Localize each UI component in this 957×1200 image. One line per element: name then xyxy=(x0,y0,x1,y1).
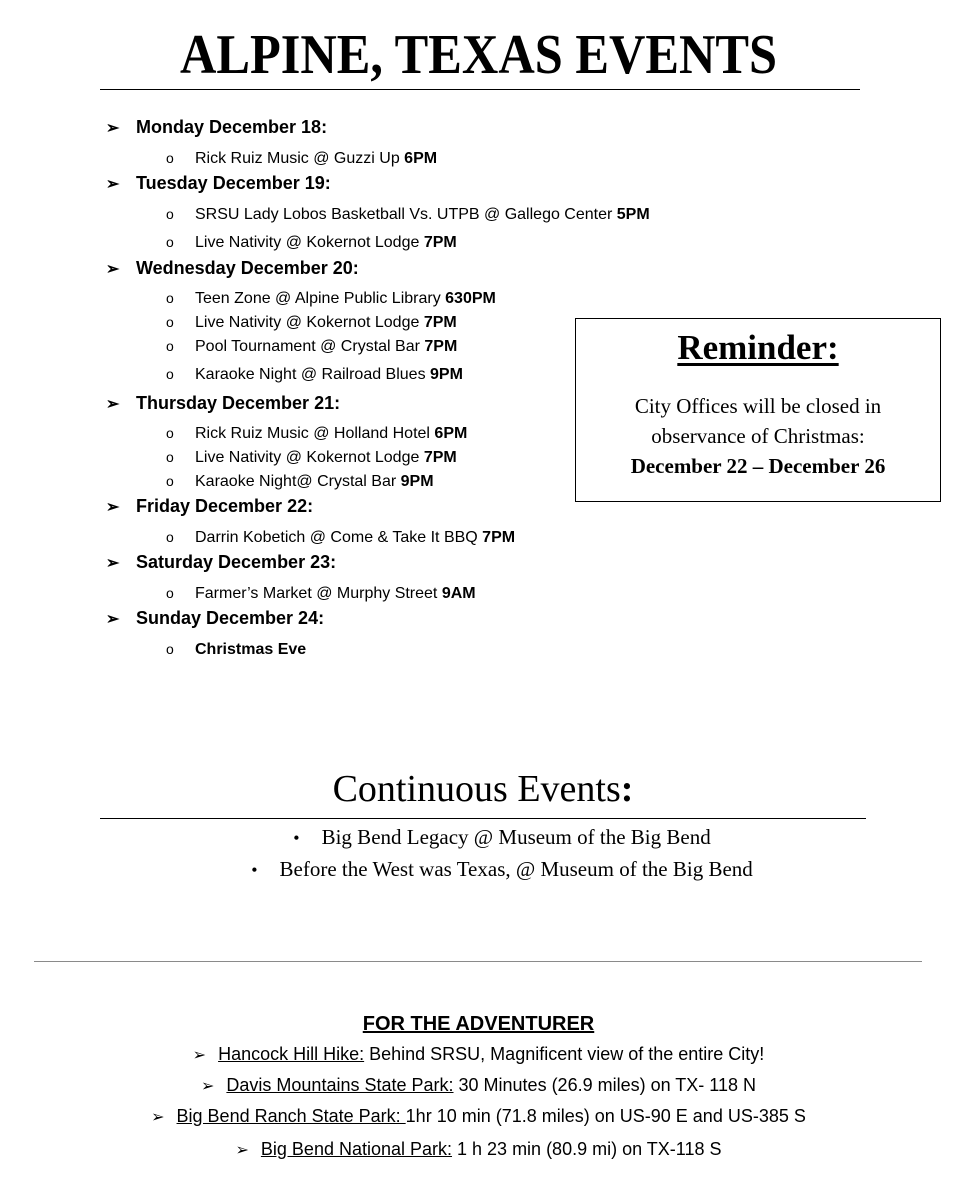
event-text: Live Nativity @ Kokernot Lodge xyxy=(195,449,424,466)
day-label: Wednesday December 20: xyxy=(136,258,359,278)
event-text: Live Nativity @ Kokernot Lodge xyxy=(195,314,424,331)
arrow-bullet-icon: ➢ xyxy=(106,120,120,137)
arrow-bullet-icon: ➢ xyxy=(106,611,120,628)
adventurer-heading: FOR THE ADVENTURER xyxy=(362,1013,595,1035)
event-item xyxy=(166,639,306,660)
event-time: 7PM xyxy=(423,234,457,251)
day-heading-saturday xyxy=(106,551,336,575)
arrow-bullet-icon: ➢ xyxy=(106,499,120,516)
adventure-detail: Behind SRSU, Magnificent view of the entire City! xyxy=(364,1044,765,1064)
event-time: 7PM xyxy=(482,529,516,546)
event-time: 9PM xyxy=(400,473,434,490)
day-heading-thursday xyxy=(106,392,340,416)
adventure-place: Big Bend National Park: xyxy=(260,1139,453,1159)
continuous-item: • Before the West was Texas, @ Museum of the Big Bend xyxy=(251,857,753,881)
adventure-detail: 1 h 23 min (80.9 mi) on TX-118 S xyxy=(452,1139,722,1159)
event-text: Pool Tournament @ Crystal Bar xyxy=(195,338,425,355)
adventure-item xyxy=(0,1104,957,1130)
reminder-dates: December 22 – December 26 xyxy=(630,454,886,478)
reminder-line: observance of Christmas: xyxy=(651,424,865,448)
event-text: SRSU Lady Lobos Basketball Vs. UTPB @ Gallego Center xyxy=(195,206,617,223)
circle-bullet-icon: o xyxy=(166,314,174,330)
day-label: Friday December 22: xyxy=(136,496,314,516)
event-item xyxy=(166,471,434,492)
circle-bullet-icon: o xyxy=(166,641,174,657)
circle-bullet-icon: o xyxy=(166,425,174,441)
day-label: Tuesday December 19: xyxy=(136,173,331,193)
event-time: 7PM xyxy=(423,449,457,466)
event-item xyxy=(166,583,476,604)
continuous-item: • Big Bend Legacy @ Museum of the Big Bend xyxy=(293,825,711,849)
title-divider xyxy=(100,89,860,90)
circle-bullet-icon: o xyxy=(166,150,174,166)
event-item xyxy=(166,232,457,253)
event-item xyxy=(166,447,457,468)
reminder-body xyxy=(576,391,940,481)
adventure-place: Hancock Hill Hike: xyxy=(218,1044,365,1064)
circle-bullet-icon: o xyxy=(166,338,174,354)
day-heading-friday xyxy=(106,495,313,519)
day-heading-sunday xyxy=(106,607,324,631)
circle-bullet-icon: o xyxy=(166,366,174,382)
day-label: Sunday December 24: xyxy=(136,608,325,628)
continuous-divider xyxy=(100,818,866,819)
circle-bullet-icon: o xyxy=(166,206,174,222)
circle-bullet-icon: o xyxy=(166,473,174,489)
circle-bullet-icon: o xyxy=(166,449,174,465)
section-divider xyxy=(34,961,922,962)
event-text: Rick Ruiz Music @ Guzzi Up xyxy=(195,150,405,167)
event-text: Karaoke Night @ Railroad Blues xyxy=(195,366,431,383)
adventure-item xyxy=(0,1073,957,1099)
arrow-bullet-icon: ➢ xyxy=(106,555,120,572)
dot-bullet-icon: • xyxy=(251,860,258,880)
day-label: Monday December 18: xyxy=(136,117,328,137)
event-time: 6PM xyxy=(434,425,468,442)
adventure-detail: 1hr 10 min (71.8 miles) on US-90 E and US-385 S xyxy=(405,1106,806,1126)
adventure-place: Davis Mountains State Park: xyxy=(226,1075,454,1095)
event-item xyxy=(166,312,457,333)
circle-bullet-icon: o xyxy=(166,585,174,601)
dot-bullet-icon: • xyxy=(293,828,300,848)
arrow-bullet-icon: ➢ xyxy=(151,1109,165,1126)
event-text: Farmer’s Market @ Murphy Street xyxy=(195,585,442,602)
event-text: Darrin Kobetich @ Come & Take It BBQ xyxy=(195,529,483,546)
event-time: 5PM xyxy=(616,206,650,223)
day-heading-monday xyxy=(106,116,327,140)
adventure-item xyxy=(0,1137,957,1163)
adventure-place: Big Bend Ranch State Park: xyxy=(176,1106,406,1126)
arrow-bullet-icon: ➢ xyxy=(192,1047,207,1064)
event-time: 9AM xyxy=(441,585,476,602)
event-time: 6PM xyxy=(404,150,438,167)
reminder-line: City Offices will be closed in xyxy=(634,394,882,418)
day-heading-tuesday xyxy=(106,172,331,196)
event-text: Rick Ruiz Music @ Holland Hotel xyxy=(195,425,435,442)
circle-bullet-icon: o xyxy=(166,290,174,306)
arrow-bullet-icon: ➢ xyxy=(235,1142,249,1159)
event-time: 7PM xyxy=(423,314,457,331)
day-heading-wednesday xyxy=(106,257,359,281)
reminder-title: Reminder: xyxy=(677,328,839,367)
event-time: 9PM xyxy=(430,366,463,383)
circle-bullet-icon: o xyxy=(166,234,174,250)
day-label: Saturday December 23: xyxy=(136,552,337,572)
event-time: 630PM xyxy=(445,290,496,307)
event-item xyxy=(166,148,437,169)
event-item xyxy=(166,204,650,225)
event-text: Christmas Eve xyxy=(195,641,307,658)
event-item xyxy=(166,336,457,357)
event-text: Teen Zone @ Alpine Public Library xyxy=(195,290,446,307)
arrow-bullet-icon: ➢ xyxy=(106,261,120,278)
reminder-box xyxy=(575,318,941,502)
arrow-bullet-icon: ➢ xyxy=(106,176,120,193)
continuous-events-heading: Continuous Events: xyxy=(332,768,634,810)
event-item xyxy=(166,288,496,309)
event-text: Live Nativity @ Kokernot Lodge xyxy=(195,234,424,251)
page-title: ALPINE, TEXAS EVENTS xyxy=(179,24,778,86)
circle-bullet-icon: o xyxy=(166,529,174,545)
event-item xyxy=(166,364,463,385)
arrow-bullet-icon: ➢ xyxy=(201,1078,215,1095)
adventure-detail: 30 Minutes (26.9 miles) on TX- 118 N xyxy=(453,1075,756,1095)
adventure-item xyxy=(0,1042,957,1068)
event-text: Karaoke Night@ Crystal Bar xyxy=(195,473,401,490)
event-time: 7PM xyxy=(424,338,458,355)
arrow-bullet-icon: ➢ xyxy=(106,396,120,413)
event-item xyxy=(166,527,515,548)
day-label: Thursday December 21: xyxy=(136,393,341,413)
event-item xyxy=(166,423,467,444)
